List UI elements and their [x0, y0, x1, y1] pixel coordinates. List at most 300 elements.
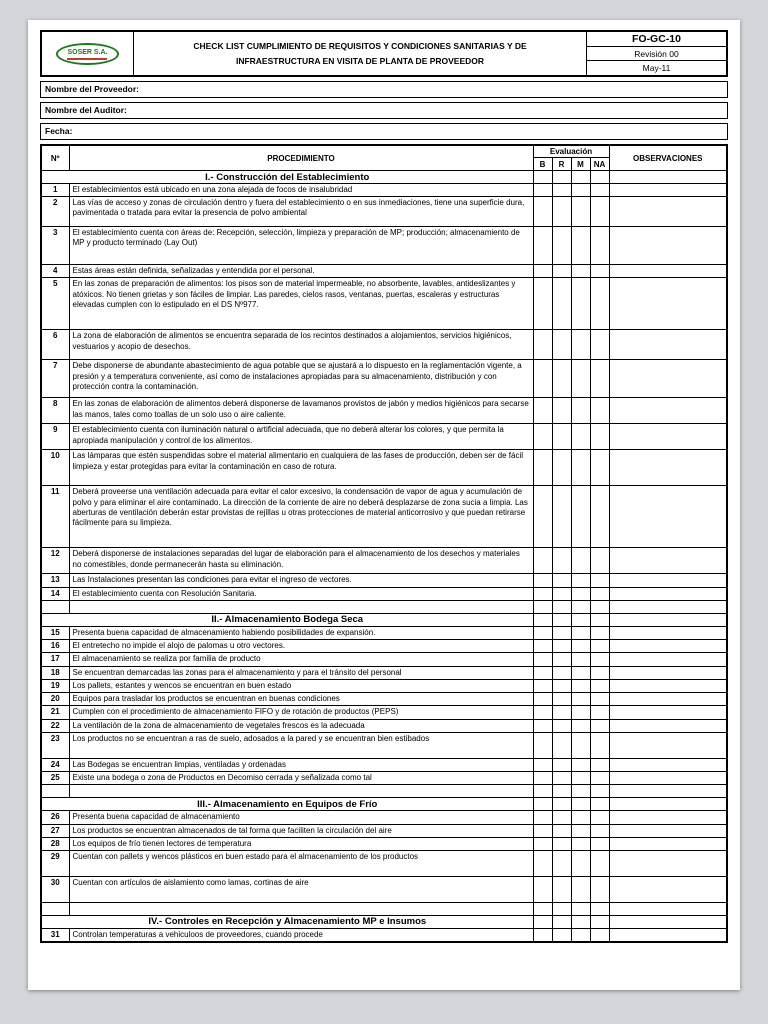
logo-cell	[42, 32, 134, 75]
eval-cell-r	[552, 398, 571, 424]
eval-cell-na	[590, 600, 609, 613]
observaciones-cell	[609, 719, 727, 732]
observaciones-cell	[609, 184, 727, 197]
eval-cell-r	[552, 184, 571, 197]
eval-cell-b	[533, 706, 552, 719]
checklist-row	[41, 330, 727, 360]
checklist-row	[41, 278, 727, 330]
doc-code: FO-GC-10	[631, 32, 681, 45]
observaciones-cell	[609, 928, 727, 942]
eval-cell-b	[533, 330, 552, 360]
checklist-row	[41, 772, 727, 785]
eval-cell-na	[590, 732, 609, 758]
checklist-row	[41, 640, 727, 653]
eval-cell-r	[552, 548, 571, 574]
eval-cell-r	[552, 785, 571, 798]
eval-cell-r	[552, 928, 571, 942]
observaciones-cell	[609, 197, 727, 227]
eval-cell-r	[552, 640, 571, 653]
observaciones-cell	[609, 360, 727, 398]
procedure-text-cell	[69, 902, 533, 915]
eval-cell-r	[552, 719, 571, 732]
eval-cell-b	[533, 876, 552, 902]
eval-cell-b	[533, 772, 552, 785]
eval-cell-r	[552, 772, 571, 785]
eval-cell-m	[571, 600, 590, 613]
eval-cell-b	[533, 653, 552, 666]
eval-cell-b	[533, 184, 552, 197]
row-number-cell: 2	[41, 197, 69, 227]
observaciones-cell	[609, 486, 727, 548]
eval-cell-na	[590, 811, 609, 824]
procedure-text-cell: Equipos para trasladar los productos se encuentran en buenas condiciones	[69, 693, 533, 706]
row-number-cell: 23	[41, 732, 69, 758]
eval-cell-r	[552, 811, 571, 824]
row-number-cell: 1	[41, 184, 69, 197]
eval-cell-m	[571, 548, 590, 574]
eval-cell-b	[533, 574, 552, 587]
procedure-text-cell: Cumplen con el procedimiento de almacenamiento FIFO y de rotación de productos (PEPS)	[69, 706, 533, 719]
observaciones-cell	[609, 548, 727, 574]
eval-cell-r	[552, 171, 571, 184]
procedure-text-cell: Presenta buena capacidad de almacenamiento	[69, 811, 533, 824]
col-header-evaluacion: Evaluación	[533, 145, 609, 158]
document-page	[28, 20, 740, 990]
row-number-cell: 12	[41, 548, 69, 574]
soser-logo-text: SOSER S.A.	[67, 48, 108, 56]
eval-cell-b	[533, 798, 552, 811]
row-number-cell: 21	[41, 706, 69, 719]
eval-cell-b	[533, 758, 552, 771]
doc-date: May-11	[587, 60, 726, 75]
procedure-text-cell: Las Bodegas se encuentran limpias, ventiladas y ordenadas	[69, 758, 533, 771]
procedure-text-cell	[69, 785, 533, 798]
checklist-row	[41, 486, 727, 548]
checklist-row	[41, 706, 727, 719]
eval-cell-b	[533, 398, 552, 424]
eval-cell-m	[571, 574, 590, 587]
eval-cell-na	[590, 278, 609, 330]
procedure-text-cell: El entretecho no impide el alojo de palomas u otro vectores.	[69, 640, 533, 653]
procedure-text-cell: Deberá disponerse de instalaciones separadas del lugar de elaboración para el almacenamiento de los desechos y materiales no comestibles, donde permanecerán hasta su eliminación.	[69, 548, 533, 574]
checklist-row	[41, 626, 727, 639]
eval-cell-na	[590, 772, 609, 785]
procedure-text-cell: Las Instalaciones presentan las condiciones para evitar el ingreso de vectores.	[69, 574, 533, 587]
eval-cell-b	[533, 732, 552, 758]
row-number-cell: 19	[41, 679, 69, 692]
procedure-text-cell: Las lámparas que estén suspendidas sobre el material alimentario en cualquiera de las fases de producción, deben ser de fácil limpieza y estar protegidas para evitar la contaminación en caso de rotura.	[69, 450, 533, 486]
checklist-row	[41, 876, 727, 902]
eval-cell-b	[533, 928, 552, 942]
section-title: IV.- Controles en Recepción y Almacenamiento MP e Insumos	[41, 915, 533, 928]
checklist-row	[41, 450, 727, 486]
observaciones-cell	[609, 837, 727, 850]
eval-cell-b	[533, 719, 552, 732]
eval-cell-m	[571, 360, 590, 398]
eval-cell-na	[590, 398, 609, 424]
row-number-cell: 27	[41, 824, 69, 837]
eval-cell-na	[590, 450, 609, 486]
observaciones-cell	[609, 666, 727, 679]
row-number-cell: 9	[41, 424, 69, 450]
eval-cell-r	[552, 450, 571, 486]
eval-cell-b	[533, 587, 552, 600]
procedure-text-cell: El establecimiento cuenta con Resolución Sanitaria.	[69, 587, 533, 600]
eval-col-na: NA	[590, 158, 609, 171]
procedure-text-cell: Estas áreas están definida, señalizadas y entendida por el personal.	[69, 265, 533, 278]
eval-cell-na	[590, 719, 609, 732]
eval-cell-m	[571, 824, 590, 837]
eval-cell-m	[571, 811, 590, 824]
row-number-cell: 7	[41, 360, 69, 398]
observaciones-cell	[609, 811, 727, 824]
eval-cell-b	[533, 197, 552, 227]
eval-cell-m	[571, 227, 590, 265]
procedure-text-cell: Las vías de acceso y zonas de circulación dentro y fuera del establecimiento o en sus inmediaciones, tiene una superficie dura, pavimentada o tratada para evitar la presencia de polvo ambiental	[69, 197, 533, 227]
eval-cell-r	[552, 600, 571, 613]
eval-cell-na	[590, 587, 609, 600]
eval-cell-b	[533, 785, 552, 798]
eval-cell-na	[590, 876, 609, 902]
observaciones-cell	[609, 785, 727, 798]
eval-cell-m	[571, 798, 590, 811]
procedure-text-cell: Cuentan con artículos de aislamiento como lamas, cortinas de aire	[69, 876, 533, 902]
observaciones-cell	[609, 626, 727, 639]
eval-cell-b	[533, 824, 552, 837]
observaciones-cell	[609, 772, 727, 785]
eval-cell-na	[590, 184, 609, 197]
eval-cell-r	[552, 837, 571, 850]
auditor-name-label: Nombre del Auditor:	[45, 105, 127, 115]
eval-col-r: R	[552, 158, 571, 171]
checklist-row	[41, 758, 727, 771]
procedure-text-cell: Los pallets, estantes y wencos se encuentran en buen estado	[69, 679, 533, 692]
row-number-cell: 13	[41, 574, 69, 587]
eval-cell-m	[571, 850, 590, 876]
eval-cell-r	[552, 758, 571, 771]
eval-cell-b	[533, 850, 552, 876]
eval-cell-m	[571, 184, 590, 197]
soser-logo	[56, 43, 118, 65]
observaciones-cell	[609, 640, 727, 653]
checklist-row	[41, 574, 727, 587]
observaciones-cell	[609, 227, 727, 265]
eval-cell-m	[571, 626, 590, 639]
eval-cell-b	[533, 600, 552, 613]
row-number-cell: 28	[41, 837, 69, 850]
form-title-line2: INFRAESTRUCTURA EN VISITA DE PLANTA DE PROVEEDOR	[235, 55, 485, 66]
eval-cell-m	[571, 486, 590, 548]
eval-cell-m	[571, 450, 590, 486]
observaciones-cell	[609, 850, 727, 876]
procedure-text-cell: Los productos no se encuentran a ras de suelo, adosados a la pared y se encuentran bien estibados	[69, 732, 533, 758]
eval-cell-r	[552, 666, 571, 679]
eval-cell-m	[571, 837, 590, 850]
row-number-cell: 15	[41, 626, 69, 639]
eval-cell-r	[552, 360, 571, 398]
eval-cell-m	[571, 679, 590, 692]
checklist-row	[41, 824, 727, 837]
observaciones-cell	[609, 915, 727, 928]
eval-cell-m	[571, 171, 590, 184]
eval-cell-r	[552, 915, 571, 928]
eval-cell-na	[590, 227, 609, 265]
procedure-text-cell: El establecimientos está ubicado en una zona alejada de focos de insalubridad	[69, 184, 533, 197]
observaciones-cell	[609, 613, 727, 626]
row-number-cell: 4	[41, 265, 69, 278]
eval-cell-na	[590, 706, 609, 719]
eval-cell-r	[552, 265, 571, 278]
row-number-cell	[41, 902, 69, 915]
eval-cell-r	[552, 679, 571, 692]
row-number-cell: 20	[41, 693, 69, 706]
eval-cell-na	[590, 850, 609, 876]
checklist-table	[40, 144, 728, 943]
checklist-row	[41, 653, 727, 666]
observaciones-cell	[609, 330, 727, 360]
eval-cell-r	[552, 902, 571, 915]
eval-cell-r	[552, 626, 571, 639]
procedure-text-cell: Los equipos de frío tienen lectores de temperatura	[69, 837, 533, 850]
eval-cell-r	[552, 824, 571, 837]
eval-cell-na	[590, 798, 609, 811]
form-header	[40, 30, 728, 77]
eval-cell-m	[571, 719, 590, 732]
observaciones-cell	[609, 732, 727, 758]
row-number-cell: 5	[41, 278, 69, 330]
eval-cell-b	[533, 360, 552, 398]
eval-cell-r	[552, 227, 571, 265]
eval-cell-b	[533, 666, 552, 679]
eval-cell-na	[590, 574, 609, 587]
eval-cell-na	[590, 824, 609, 837]
eval-cell-b	[533, 626, 552, 639]
eval-cell-na	[590, 679, 609, 692]
eval-cell-r	[552, 278, 571, 330]
eval-cell-m	[571, 706, 590, 719]
checklist-row	[41, 360, 727, 398]
eval-cell-na	[590, 424, 609, 450]
checklist-row	[41, 184, 727, 197]
checklist-row	[41, 398, 727, 424]
observaciones-cell	[609, 398, 727, 424]
eval-cell-na	[590, 548, 609, 574]
row-number-cell: 29	[41, 850, 69, 876]
eval-cell-na	[590, 197, 609, 227]
eval-cell-b	[533, 486, 552, 548]
eval-cell-b	[533, 693, 552, 706]
form-title	[134, 32, 586, 75]
eval-cell-na	[590, 915, 609, 928]
eval-cell-b	[533, 837, 552, 850]
row-number-cell: 16	[41, 640, 69, 653]
observaciones-cell	[609, 265, 727, 278]
observaciones-cell	[609, 798, 727, 811]
procedure-text-cell: El establecimiento cuenta con áreas de: Recepción, selección, limpieza y preparación de MP; producción; almacenamiento de MP y producto terminado (Lay Out)	[69, 227, 533, 265]
checklist-row	[41, 227, 727, 265]
eval-cell-m	[571, 693, 590, 706]
row-number-cell: 18	[41, 666, 69, 679]
eval-cell-r	[552, 732, 571, 758]
procedure-text-cell: Cuentan con pallets y wencos plásticos en buen estado para el almacenamiento de los productos	[69, 850, 533, 876]
eval-cell-na	[590, 653, 609, 666]
eval-cell-b	[533, 915, 552, 928]
eval-cell-r	[552, 798, 571, 811]
row-number-cell: 24	[41, 758, 69, 771]
checklist-row	[41, 719, 727, 732]
section-header-row	[41, 915, 727, 928]
eval-cell-b	[533, 811, 552, 824]
observaciones-cell	[609, 587, 727, 600]
eval-cell-b	[533, 902, 552, 915]
provider-name-field	[40, 81, 728, 98]
checklist-row	[41, 837, 727, 850]
eval-cell-m	[571, 666, 590, 679]
section-header-row	[41, 613, 727, 626]
eval-cell-m	[571, 915, 590, 928]
eval-cell-na	[590, 666, 609, 679]
eval-cell-b	[533, 424, 552, 450]
eval-cell-b	[533, 265, 552, 278]
eval-cell-r	[552, 330, 571, 360]
checklist-row	[41, 197, 727, 227]
eval-cell-na	[590, 928, 609, 942]
auditor-name-field	[40, 102, 728, 119]
eval-cell-na	[590, 693, 609, 706]
procedure-text-cell: Los productos se encuentran almacenados de tal forma que faciliten la circulación del aire	[69, 824, 533, 837]
procedure-text-cell: El establecimiento cuenta con iluminación natural o artificial adecuada, que no deberá alterar los colores, y que permita la apropiada manipulación y control de los alimentos.	[69, 424, 533, 450]
eval-cell-b	[533, 548, 552, 574]
eval-cell-b	[533, 679, 552, 692]
row-number-cell	[41, 600, 69, 613]
provider-name-label: Nombre del Proveedor:	[45, 84, 139, 94]
eval-cell-m	[571, 653, 590, 666]
row-number-cell: 22	[41, 719, 69, 732]
col-header-observaciones: OBSERVACIONES	[609, 145, 727, 171]
eval-cell-r	[552, 197, 571, 227]
observaciones-cell	[609, 876, 727, 902]
checklist-row	[41, 548, 727, 574]
eval-cell-b	[533, 640, 552, 653]
row-number-cell: 30	[41, 876, 69, 902]
row-number-cell: 8	[41, 398, 69, 424]
date-field	[40, 123, 728, 140]
section-title: III.- Almacenamiento en Equipos de Frío	[41, 798, 533, 811]
eval-col-m: M	[571, 158, 590, 171]
eval-cell-m	[571, 424, 590, 450]
doc-revision: Revisión 00	[587, 46, 726, 61]
row-number-cell: 6	[41, 330, 69, 360]
eval-cell-na	[590, 265, 609, 278]
eval-cell-r	[552, 693, 571, 706]
eval-cell-m	[571, 902, 590, 915]
checklist-row	[41, 666, 727, 679]
procedure-text-cell: El almacenamiento se realiza por familia de producto	[69, 653, 533, 666]
form-title-line1: CHECK LIST CUMPLIMIENTO DE REQUISITOS Y CONDICIONES SANITARIAS Y DE	[193, 41, 527, 52]
row-number-cell: 11	[41, 486, 69, 548]
observaciones-cell	[609, 706, 727, 719]
eval-cell-na	[590, 626, 609, 639]
col-header-no: Nº	[41, 145, 69, 171]
date-label: Fecha:	[45, 126, 73, 136]
checklist-row	[41, 265, 727, 278]
eval-cell-na	[590, 640, 609, 653]
observaciones-cell	[609, 424, 727, 450]
eval-cell-m	[571, 640, 590, 653]
checklist-row	[41, 850, 727, 876]
eval-cell-r	[552, 613, 571, 626]
procedure-text-cell: Debe disponerse de abundante abastecimiento de agua potable que se ajustará a lo dispuesto en la reglamentación vigente, a presión y a temperatura conveniente, así como de instalaciones apropiadas para su almacenamiento, distribución y con protección contra la contaminación.	[69, 360, 533, 398]
row-number-cell: 10	[41, 450, 69, 486]
procedure-text-cell	[69, 600, 533, 613]
row-number-cell: 17	[41, 653, 69, 666]
procedure-text-cell: En las zonas de preparación de alimentos: los pisos son de material impermeable, no absorbente, lavables, antideslizantes y atóxicos. No tienen grietas y son fáciles de limpiar. Las paredes, cielos rasos, ventanas, puertas, escaleras y estructuras elevadas cumplen con lo estipulado en el DS Nº977.	[69, 278, 533, 330]
procedure-text-cell: La zona de elaboración de alimentos se encuentra separada de los recintos destinados a alojamientos, servicios higiénicos, vestuarios y acopio de desechos.	[69, 330, 533, 360]
table-header-row-1	[41, 145, 727, 158]
eval-cell-b	[533, 613, 552, 626]
observaciones-cell	[609, 902, 727, 915]
observaciones-cell	[609, 824, 727, 837]
eval-cell-r	[552, 424, 571, 450]
eval-cell-na	[590, 171, 609, 184]
row-number-cell: 3	[41, 227, 69, 265]
row-number-cell: 14	[41, 587, 69, 600]
eval-cell-m	[571, 265, 590, 278]
eval-cell-na	[590, 360, 609, 398]
spacer-row	[41, 600, 727, 613]
eval-cell-b	[533, 227, 552, 265]
procedure-text-cell: Se encuentran demarcadas las zonas para el almacenamiento y para el tránsito del personal	[69, 666, 533, 679]
checklist-row	[41, 679, 727, 692]
eval-cell-m	[571, 876, 590, 902]
eval-cell-na	[590, 758, 609, 771]
row-number-cell: 31	[41, 928, 69, 942]
soser-logo-tagline	[67, 58, 107, 60]
observaciones-cell	[609, 574, 727, 587]
procedure-text-cell: La ventilación de la zona de almacenamiento de vegetales frescos es la adecuada	[69, 719, 533, 732]
spacer-row	[41, 785, 727, 798]
eval-cell-m	[571, 732, 590, 758]
eval-cell-na	[590, 902, 609, 915]
eval-cell-m	[571, 587, 590, 600]
eval-cell-r	[552, 653, 571, 666]
section-title: I.- Construcción del Establecimiento	[41, 171, 533, 184]
eval-cell-r	[552, 574, 571, 587]
procedure-text-cell: En las zonas de elaboración de alimentos deberá disponerse de lavamanos provistos de jabón y medios higiénicos para secarse las manos, tales como toallas de un solo uso o aire caliente.	[69, 398, 533, 424]
row-number-cell: 25	[41, 772, 69, 785]
checklist-row	[41, 732, 727, 758]
eval-cell-m	[571, 330, 590, 360]
eval-cell-m	[571, 398, 590, 424]
checklist-row	[41, 693, 727, 706]
eval-cell-m	[571, 197, 590, 227]
procedure-text-cell: Existe una bodega o zona de Productos en Decomiso cerrada y señalizada como tal	[69, 772, 533, 785]
procedure-text-cell: Presenta buena capacidad de almacenamiento habiendo posibilidades de expansión.	[69, 626, 533, 639]
doc-code-block	[586, 32, 726, 75]
eval-col-b: B	[533, 158, 552, 171]
eval-cell-m	[571, 772, 590, 785]
eval-cell-m	[571, 785, 590, 798]
procedure-text-cell: Controlan temperaturas a vehiculoos de proveedores, cuando procede	[69, 928, 533, 942]
checklist-row	[41, 587, 727, 600]
observaciones-cell	[609, 171, 727, 184]
section-header-row	[41, 798, 727, 811]
observaciones-cell	[609, 679, 727, 692]
eval-cell-na	[590, 330, 609, 360]
eval-cell-m	[571, 758, 590, 771]
eval-cell-m	[571, 613, 590, 626]
checklist-row	[41, 928, 727, 942]
